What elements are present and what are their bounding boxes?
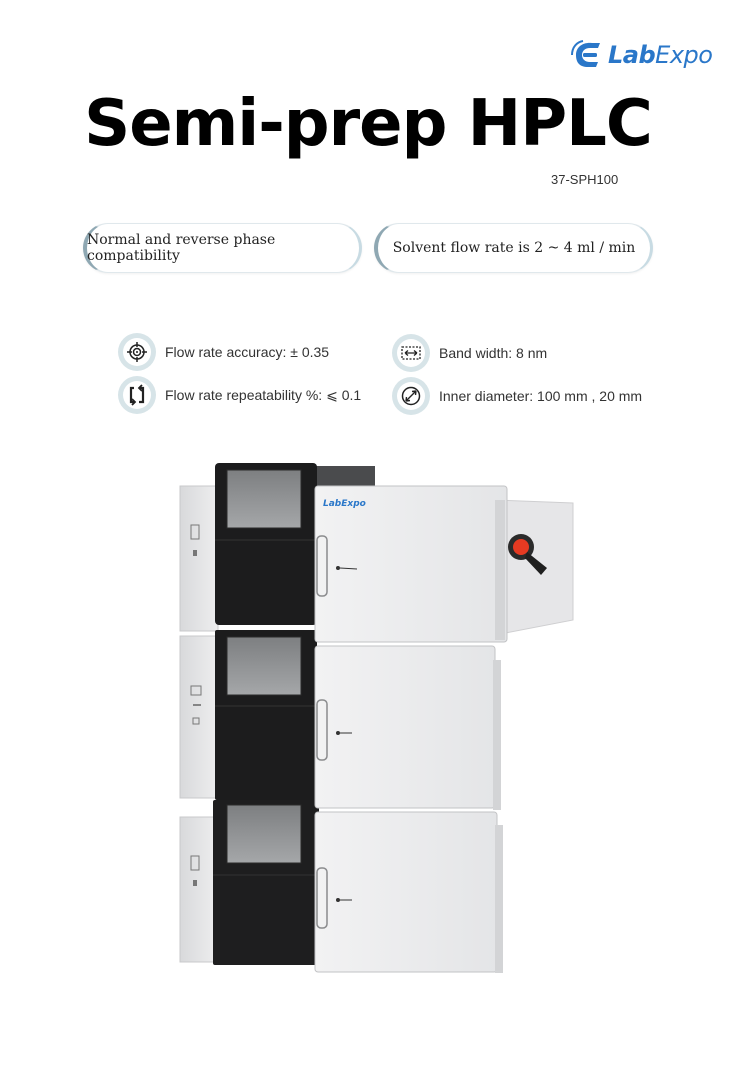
feature-pill-label: Normal and reverse phase compatibility	[87, 232, 276, 264]
target-icon	[118, 333, 156, 371]
spec-label: Band width: 8 nm	[439, 345, 548, 361]
spec-label: Inner diameter: 100 mm , 20 mm	[439, 388, 643, 404]
width-icon	[392, 334, 430, 372]
spec-label: Flow rate accuracy: ± 0.35	[165, 344, 330, 360]
feature-pill-flow-rate	[374, 223, 653, 273]
refresh-icon	[118, 376, 156, 414]
unit-brand-label: LabExpo	[323, 499, 366, 509]
feature-pill-label: Solvent flow rate is 2 ~ 4 ml / min	[392, 240, 636, 256]
diameter-icon	[392, 377, 430, 415]
model-number: 37-SPH100	[551, 172, 619, 187]
spec-label: Flow rate repeatability %: ⩽ 0.1	[165, 386, 362, 403]
brand-name: LabExpo	[608, 41, 713, 69]
brand-logo	[570, 38, 712, 72]
feature-pill-phase	[83, 223, 362, 273]
spec-flow-accuracy	[118, 333, 329, 371]
labexpo-logo-icon	[570, 39, 606, 71]
hplc-instrument-image	[175, 460, 580, 980]
spec-flow-repeatability	[118, 376, 361, 414]
spec-band-width	[392, 334, 547, 372]
spec-inner-diameter	[392, 377, 642, 415]
page-title: Semi-prep HPLC	[84, 87, 652, 161]
